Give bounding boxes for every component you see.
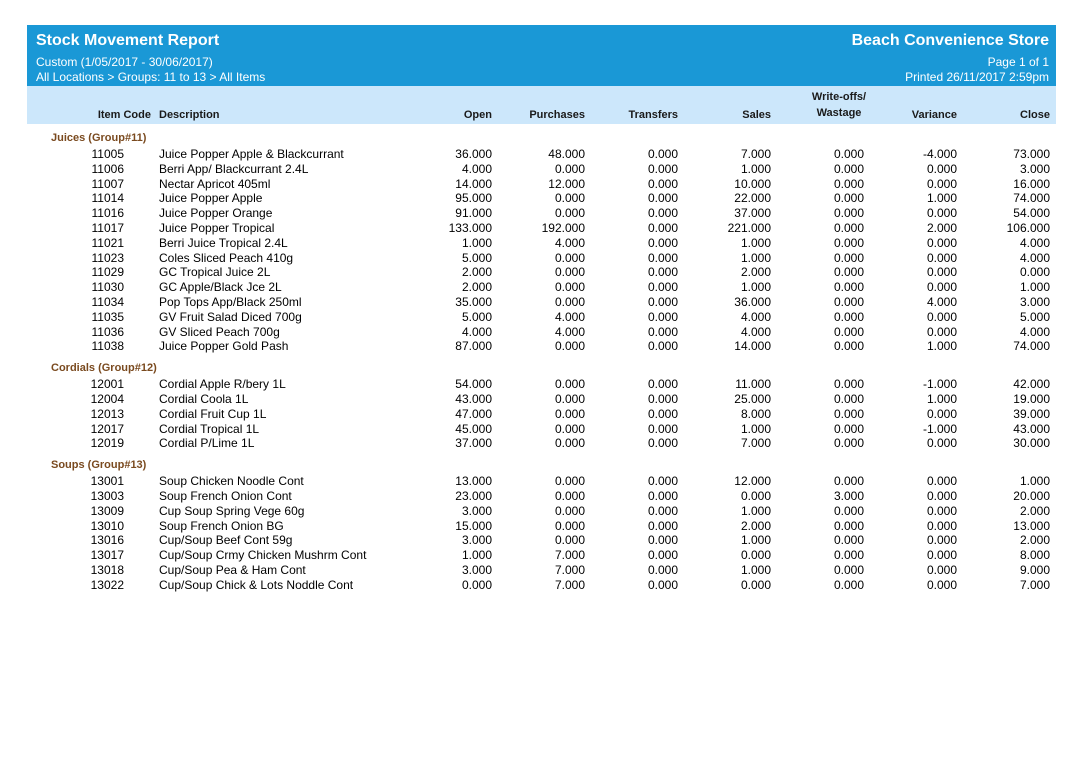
close-value: 43.000 <box>1013 421 1050 436</box>
writeoffs-value: 0.000 <box>833 280 864 295</box>
report-title: Stock Movement Report <box>36 32 220 49</box>
table-row <box>27 236 1056 251</box>
column-header-sales: Sales <box>742 109 771 121</box>
table-row <box>27 548 1056 563</box>
writeoffs-value: 0.000 <box>833 577 864 592</box>
group-header: Cordials (Group#12) <box>51 362 157 375</box>
item-description: Cordial Tropical 1L <box>159 421 260 436</box>
writeoffs-value: 0.000 <box>833 324 864 339</box>
open-value: 4.000 <box>461 161 492 176</box>
item-description: GC Apple/Black Jce 2L <box>159 280 282 295</box>
group-header: Soups (Group#13) <box>51 459 147 472</box>
transfers-value: 0.000 <box>647 436 678 451</box>
table-row <box>27 489 1056 504</box>
item-description: GV Sliced Peach 700g <box>159 324 280 339</box>
open-value: 47.000 <box>455 406 492 421</box>
transfers-value: 0.000 <box>647 280 678 295</box>
item-description: Cup/Soup Pea & Ham Cont <box>159 562 306 577</box>
report-scope: All Locations > Groups: 11 to 13 > All Items <box>36 70 266 84</box>
open-value: 37.000 <box>455 436 492 451</box>
column-header-open: Open <box>463 109 492 121</box>
table-row <box>27 436 1056 451</box>
purchases-value: 0.000 <box>554 421 585 436</box>
sales-value: 1.000 <box>740 533 771 548</box>
sales-value: 14.000 <box>734 339 771 354</box>
close-value: 8.000 <box>1019 548 1050 563</box>
table-row <box>27 474 1056 489</box>
table-row <box>27 339 1056 354</box>
printed-timestamp: Printed 26/11/2017 2:59pm <box>905 70 1049 84</box>
variance-value: 1.000 <box>926 391 957 406</box>
close-value: 19.000 <box>1013 391 1050 406</box>
purchases-value: 12.000 <box>548 176 585 191</box>
column-header-writeoffs-line2: Wastage <box>816 107 862 119</box>
writeoffs-value: 0.000 <box>833 377 864 392</box>
transfers-value: 0.000 <box>647 518 678 533</box>
table-row <box>27 422 1056 437</box>
writeoffs-value: 0.000 <box>833 548 864 563</box>
close-value: 3.000 <box>1019 161 1050 176</box>
open-value: 54.000 <box>455 377 492 392</box>
transfers-value: 0.000 <box>647 206 678 221</box>
item-code: 11007 <box>91 176 124 191</box>
writeoffs-value: 0.000 <box>833 235 864 250</box>
close-value: 7.000 <box>1019 577 1050 592</box>
table-row <box>27 177 1056 192</box>
item-code: 11017 <box>91 220 124 235</box>
transfers-value: 0.000 <box>647 339 678 354</box>
variance-value: 0.000 <box>926 324 957 339</box>
item-code: 13016 <box>90 533 124 548</box>
open-value: 0.000 <box>461 577 492 592</box>
open-value: 1.000 <box>461 548 492 563</box>
item-description: GC Tropical Juice 2L <box>159 265 271 280</box>
column-header-item-code: Item Code <box>97 109 151 121</box>
writeoffs-value: 0.000 <box>833 250 864 265</box>
variance-value: 0.000 <box>926 503 957 518</box>
writeoffs-value: 0.000 <box>833 391 864 406</box>
item-code: 11030 <box>91 280 124 295</box>
writeoffs-value: 0.000 <box>833 503 864 518</box>
item-code: 11016 <box>91 206 124 221</box>
variance-value: 2.000 <box>926 220 957 235</box>
table-row <box>27 295 1056 310</box>
item-description: Soup Chicken Noodle Cont <box>159 474 304 489</box>
purchases-value: 0.000 <box>554 533 585 548</box>
variance-value: 0.000 <box>926 474 957 489</box>
writeoffs-value: 0.000 <box>833 533 864 548</box>
variance-value: -1.000 <box>922 377 957 392</box>
sales-value: 37.000 <box>734 206 771 221</box>
table-row <box>27 265 1056 280</box>
purchases-value: 0.000 <box>554 391 585 406</box>
purchases-value: 0.000 <box>554 250 585 265</box>
item-code: 12017 <box>90 421 124 436</box>
report-header <box>27 25 1056 86</box>
item-description: Berri App/ Blackcurrant 2.4L <box>159 161 309 176</box>
sales-value: 22.000 <box>734 191 771 206</box>
purchases-value: 0.000 <box>554 503 585 518</box>
open-value: 133.000 <box>448 220 492 235</box>
sales-value: 4.000 <box>740 324 771 339</box>
item-code: 13022 <box>90 577 124 592</box>
transfers-value: 0.000 <box>647 377 678 392</box>
sales-value: 2.000 <box>740 518 771 533</box>
writeoffs-value: 0.000 <box>833 161 864 176</box>
open-value: 5.000 <box>461 309 492 324</box>
purchases-value: 4.000 <box>554 235 585 250</box>
open-value: 23.000 <box>455 488 492 503</box>
purchases-value: 0.000 <box>554 294 585 309</box>
variance-value: 0.000 <box>926 235 957 250</box>
table-row <box>27 519 1056 534</box>
open-value: 35.000 <box>455 294 492 309</box>
close-value: 4.000 <box>1019 324 1050 339</box>
item-code: 11029 <box>91 265 124 280</box>
variance-value: 0.000 <box>926 309 957 324</box>
transfers-value: 0.000 <box>647 474 678 489</box>
item-description: Cup/Soup Crmy Chicken Mushrm Cont <box>159 548 367 563</box>
purchases-value: 7.000 <box>554 577 585 592</box>
close-value: 73.000 <box>1013 147 1050 161</box>
purchases-value: 7.000 <box>554 562 585 577</box>
variance-value: 0.000 <box>926 577 957 592</box>
open-value: 4.000 <box>461 324 492 339</box>
open-value: 5.000 <box>461 250 492 265</box>
transfers-value: 0.000 <box>647 488 678 503</box>
sales-value: 8.000 <box>740 406 771 421</box>
purchases-value: 0.000 <box>554 191 585 206</box>
sales-value: 1.000 <box>740 503 771 518</box>
item-description: Juice Popper Tropical <box>159 220 275 235</box>
open-value: 45.000 <box>455 421 492 436</box>
close-value: 74.000 <box>1013 339 1050 354</box>
sales-value: 1.000 <box>740 280 771 295</box>
sales-value: 0.000 <box>740 548 771 563</box>
item-description: Soup French Onion BG <box>159 518 284 533</box>
transfers-value: 0.000 <box>647 250 678 265</box>
close-value: 42.000 <box>1013 377 1050 392</box>
item-code: 13017 <box>90 548 124 563</box>
transfers-value: 0.000 <box>647 235 678 250</box>
store-name: Beach Convenience Store <box>851 32 1049 49</box>
column-header-writeoffs-line1: Write-offs/ <box>811 91 867 103</box>
open-value: 1.000 <box>461 235 492 250</box>
purchases-value: 0.000 <box>554 280 585 295</box>
item-code: 11005 <box>91 147 124 161</box>
variance-value: 0.000 <box>926 533 957 548</box>
transfers-value: 0.000 <box>647 421 678 436</box>
writeoffs-value: 0.000 <box>833 191 864 206</box>
open-value: 14.000 <box>455 176 492 191</box>
column-header-description: Description <box>159 109 220 121</box>
item-description: Juice Popper Apple & Blackcurrant <box>159 147 344 161</box>
variance-value: 0.000 <box>926 161 957 176</box>
report-body <box>27 124 1056 593</box>
open-value: 2.000 <box>461 265 492 280</box>
table-row <box>27 563 1056 578</box>
transfers-value: 0.000 <box>647 577 678 592</box>
variance-value: -1.000 <box>922 421 957 436</box>
transfers-value: 0.000 <box>647 548 678 563</box>
sales-value: 1.000 <box>740 421 771 436</box>
close-value: 16.000 <box>1013 176 1050 191</box>
transfers-value: 0.000 <box>647 562 678 577</box>
table-row <box>27 191 1056 206</box>
table-row <box>27 251 1056 266</box>
sales-value: 4.000 <box>740 309 771 324</box>
item-description: Juice Popper Orange <box>159 206 273 221</box>
purchases-value: 0.000 <box>554 265 585 280</box>
open-value: 3.000 <box>461 533 492 548</box>
table-row <box>27 533 1056 548</box>
sales-value: 221.000 <box>727 220 771 235</box>
close-value: 39.000 <box>1013 406 1050 421</box>
item-code: 13010 <box>90 518 124 533</box>
variance-value: 0.000 <box>926 265 957 280</box>
sales-value: 10.000 <box>734 176 771 191</box>
item-description: Cordial Coola 1L <box>159 391 249 406</box>
close-value: 20.000 <box>1013 488 1050 503</box>
open-value: 95.000 <box>455 191 492 206</box>
purchases-value: 0.000 <box>554 206 585 221</box>
variance-value: 0.000 <box>926 436 957 451</box>
close-value: 9.000 <box>1019 562 1050 577</box>
item-code: 12004 <box>90 391 124 406</box>
item-description: Cordial Apple R/bery 1L <box>159 377 286 392</box>
close-value: 30.000 <box>1013 436 1050 451</box>
item-code: 11036 <box>91 324 124 339</box>
variance-value: -4.000 <box>922 147 957 161</box>
transfers-value: 0.000 <box>647 406 678 421</box>
purchases-value: 0.000 <box>554 377 585 392</box>
item-description: Juice Popper Apple <box>159 191 263 206</box>
variance-value: 1.000 <box>926 339 957 354</box>
open-value: 36.000 <box>455 147 492 161</box>
transfers-value: 0.000 <box>647 503 678 518</box>
variance-value: 0.000 <box>926 518 957 533</box>
item-description: Cup/Soup Chick & Lots Noddle Cont <box>159 577 354 592</box>
item-code: 11035 <box>91 309 124 324</box>
transfers-value: 0.000 <box>647 391 678 406</box>
table-row <box>27 310 1056 325</box>
transfers-value: 0.000 <box>647 220 678 235</box>
open-value: 3.000 <box>461 503 492 518</box>
item-description: Cordial Fruit Cup 1L <box>159 406 267 421</box>
purchases-value: 192.000 <box>541 220 585 235</box>
writeoffs-value: 0.000 <box>833 406 864 421</box>
close-value: 106.000 <box>1006 220 1050 235</box>
transfers-value: 0.000 <box>647 147 678 161</box>
close-value: 5.000 <box>1019 309 1050 324</box>
item-description: Cordial P/Lime 1L <box>159 436 255 451</box>
table-row <box>27 407 1056 422</box>
table-row <box>27 280 1056 295</box>
sales-value: 1.000 <box>740 250 771 265</box>
item-description: Pop Tops App/Black 250ml <box>159 294 302 309</box>
table-row <box>27 162 1056 177</box>
sales-value: 7.000 <box>740 147 771 161</box>
writeoffs-value: 0.000 <box>833 421 864 436</box>
writeoffs-value: 0.000 <box>833 562 864 577</box>
item-description: Nectar Apricot 405ml <box>159 176 271 191</box>
variance-value: 1.000 <box>926 191 957 206</box>
close-value: 54.000 <box>1013 206 1050 221</box>
item-code: 11034 <box>91 294 124 309</box>
item-code: 13003 <box>90 488 124 503</box>
item-code: 13018 <box>90 562 124 577</box>
column-header-transfers: Transfers <box>628 109 678 121</box>
item-description: Soup French Onion Cont <box>159 488 292 503</box>
page-number: Page 1 of 1 <box>987 55 1049 69</box>
purchases-value: 0.000 <box>554 474 585 489</box>
sales-value: 7.000 <box>740 436 771 451</box>
sales-value: 1.000 <box>740 235 771 250</box>
item-description: Coles Sliced Peach 410g <box>159 250 294 265</box>
transfers-value: 0.000 <box>647 176 678 191</box>
open-value: 91.000 <box>455 206 492 221</box>
open-value: 3.000 <box>461 562 492 577</box>
writeoffs-value: 0.000 <box>833 518 864 533</box>
open-value: 43.000 <box>455 391 492 406</box>
table-row <box>27 221 1056 236</box>
purchases-value: 0.000 <box>554 339 585 354</box>
transfers-value: 0.000 <box>647 324 678 339</box>
variance-value: 0.000 <box>926 548 957 563</box>
sales-value: 25.000 <box>734 391 771 406</box>
close-value: 1.000 <box>1019 474 1050 489</box>
purchases-value: 0.000 <box>554 488 585 503</box>
item-description: Cup Soup Spring Vege 60g <box>159 503 305 518</box>
sales-value: 12.000 <box>734 474 771 489</box>
purchases-value: 4.000 <box>554 324 585 339</box>
open-value: 2.000 <box>461 280 492 295</box>
item-code: 13009 <box>90 503 124 518</box>
variance-value: 4.000 <box>926 294 957 309</box>
sales-value: 36.000 <box>734 294 771 309</box>
column-header-purchases: Purchases <box>529 109 585 121</box>
close-value: 2.000 <box>1019 533 1050 548</box>
writeoffs-value: 0.000 <box>833 436 864 451</box>
table-row <box>27 578 1056 593</box>
purchases-value: 0.000 <box>554 518 585 533</box>
variance-value: 0.000 <box>926 406 957 421</box>
sales-value: 11.000 <box>735 377 771 392</box>
writeoffs-value: 0.000 <box>833 206 864 221</box>
column-header-writeoffs <box>797 89 881 121</box>
table-row <box>27 325 1056 340</box>
table-row <box>27 392 1056 407</box>
purchases-value: 48.000 <box>548 147 585 161</box>
column-header-close: Close <box>1020 109 1050 121</box>
variance-value: 0.000 <box>926 562 957 577</box>
purchases-value: 0.000 <box>554 161 585 176</box>
table-row <box>27 206 1056 221</box>
writeoffs-value: 0.000 <box>833 220 864 235</box>
close-value: 3.000 <box>1019 294 1050 309</box>
date-range: Custom (1/05/2017 - 30/06/2017) <box>36 55 213 69</box>
item-code: 12019 <box>90 436 124 451</box>
writeoffs-value: 0.000 <box>833 474 864 489</box>
column-header-row <box>27 86 1056 124</box>
group-header: Juices (Group#11) <box>51 132 147 144</box>
variance-value: 0.000 <box>926 488 957 503</box>
item-code: 11014 <box>91 191 124 206</box>
table-row <box>27 504 1056 519</box>
item-code: 12013 <box>90 406 124 421</box>
open-value: 87.000 <box>455 339 492 354</box>
item-code: 13001 <box>90 474 124 489</box>
purchases-value: 0.000 <box>554 436 585 451</box>
writeoffs-value: 0.000 <box>833 309 864 324</box>
variance-value: 0.000 <box>926 176 957 191</box>
transfers-value: 0.000 <box>647 265 678 280</box>
table-row <box>27 377 1056 392</box>
transfers-value: 0.000 <box>647 533 678 548</box>
writeoffs-value: 0.000 <box>833 147 864 161</box>
item-description: Juice Popper Gold Pash <box>159 339 289 354</box>
writeoffs-value: 0.000 <box>833 265 864 280</box>
purchases-value: 4.000 <box>554 309 585 324</box>
writeoffs-value: 0.000 <box>833 339 864 354</box>
transfers-value: 0.000 <box>647 294 678 309</box>
variance-value: 0.000 <box>926 280 957 295</box>
sales-value: 0.000 <box>740 577 771 592</box>
purchases-value: 7.000 <box>554 548 585 563</box>
item-code: 11006 <box>91 161 124 176</box>
close-value: 2.000 <box>1019 503 1050 518</box>
transfers-value: 0.000 <box>647 161 678 176</box>
variance-value: 0.000 <box>926 250 957 265</box>
open-value: 15.000 <box>455 518 492 533</box>
close-value: 1.000 <box>1019 280 1050 295</box>
item-code: 12001 <box>90 377 124 392</box>
sales-value: 1.000 <box>740 562 771 577</box>
writeoffs-value: 3.000 <box>833 488 864 503</box>
writeoffs-value: 0.000 <box>833 294 864 309</box>
item-code: 11023 <box>91 250 124 265</box>
item-description: Berri Juice Tropical 2.4L <box>159 235 288 250</box>
writeoffs-value: 0.000 <box>833 176 864 191</box>
close-value: 0.000 <box>1019 265 1050 280</box>
item-description: Cup/Soup Beef Cont 59g <box>159 533 293 548</box>
item-code: 11021 <box>91 235 124 250</box>
close-value: 13.000 <box>1013 518 1050 533</box>
column-header-variance: Variance <box>911 109 957 121</box>
table-row <box>27 147 1056 162</box>
close-value: 4.000 <box>1019 250 1050 265</box>
open-value: 13.000 <box>455 474 492 489</box>
item-code: 11038 <box>91 339 124 354</box>
item-description: GV Fruit Salad Diced 700g <box>159 309 302 324</box>
purchases-value: 0.000 <box>554 406 585 421</box>
transfers-value: 0.000 <box>647 191 678 206</box>
sales-value: 0.000 <box>740 488 771 503</box>
close-value: 74.000 <box>1013 191 1050 206</box>
close-value: 4.000 <box>1019 235 1050 250</box>
sales-value: 2.000 <box>740 265 771 280</box>
sales-value: 1.000 <box>740 161 771 176</box>
variance-value: 0.000 <box>926 206 957 221</box>
transfers-value: 0.000 <box>647 309 678 324</box>
